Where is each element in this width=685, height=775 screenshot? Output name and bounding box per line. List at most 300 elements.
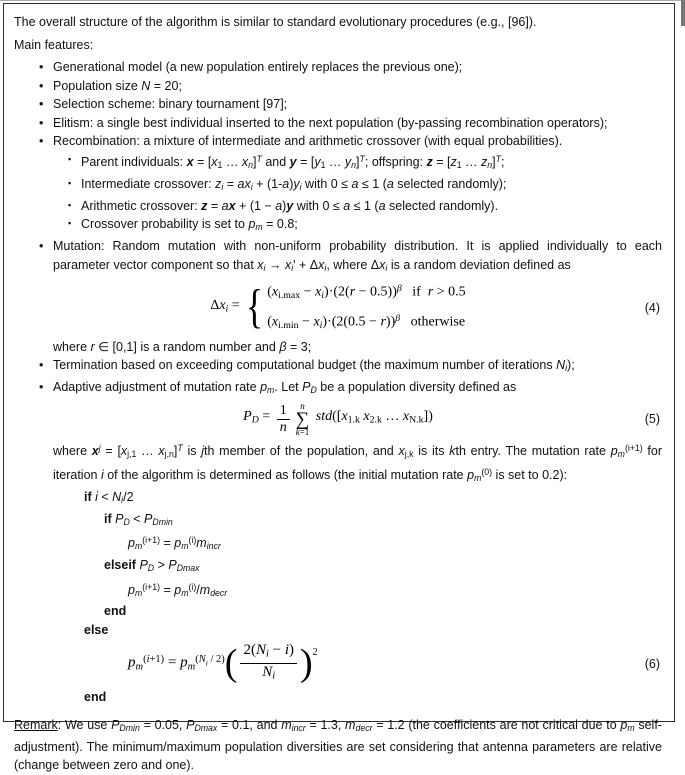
- text-run: N: [198, 653, 206, 665]
- text-region-intro: [14, 13, 662, 277]
- text-run: = [: [432, 155, 451, 170]
- document-content: [4, 4, 676, 773]
- text-run: a: [237, 177, 245, 192]
- text-run: x: [341, 409, 348, 425]
- text-run: i: [324, 262, 327, 273]
- line-text: [53, 239, 662, 272]
- text-run: Elitism: a single best individual inserted to the next population (by-passing recombination operators);: [53, 115, 608, 130]
- text-run: ≤ 1 (: [358, 177, 387, 192]
- code-line: [14, 531, 662, 556]
- text-line: [14, 716, 662, 775]
- text-run: −: [268, 642, 285, 659]
- text-run: is a random deviation defined as: [387, 257, 571, 272]
- text-run: 1.k: [347, 414, 360, 426]
- text-run: Crossover probability is set to: [81, 217, 249, 232]
- text-run: with 0 ≤: [301, 177, 352, 192]
- text-run: i: [272, 670, 276, 682]
- text-run: is: [182, 443, 202, 458]
- text-run: p: [128, 536, 135, 551]
- code-line: [14, 602, 662, 621]
- text-run: ): [289, 177, 294, 192]
- text-run: x: [186, 155, 194, 170]
- bullet-item: [14, 151, 662, 176]
- text-run: ∈ [0,1] is a random number and: [94, 339, 280, 354]
- code-line: [14, 578, 662, 603]
- text-run: (0): [481, 467, 493, 478]
- text-run: N: [556, 358, 566, 373]
- eq5-rhs: [312, 408, 433, 430]
- eq4-row2: [267, 309, 465, 336]
- text-run: 1: [217, 160, 223, 171]
- text-region-mid1: [14, 338, 662, 400]
- text-run: = 3;: [286, 339, 312, 354]
- text-run: x: [363, 409, 370, 425]
- line-text: [81, 177, 506, 191]
- text-run: (: [195, 653, 199, 665]
- text-run: = 0.05,: [139, 718, 187, 733]
- text-run: elseif: [104, 558, 140, 573]
- eq5-frac-denominator: [280, 420, 287, 436]
- equation-5-body: [243, 402, 433, 437]
- bullet-marker: ▪: [68, 218, 72, 229]
- text-run: r: [427, 284, 434, 300]
- text-run: a: [275, 198, 283, 213]
- text-run: ): [282, 198, 287, 213]
- bullet-marker: •: [39, 78, 44, 93]
- line-text: [81, 199, 498, 213]
- text-run: P: [144, 511, 153, 526]
- text-run: j,k: [404, 448, 414, 459]
- line-text: [84, 623, 108, 637]
- text-run: T: [359, 154, 365, 165]
- text-run: p: [128, 654, 136, 671]
- text-run: j: [201, 443, 205, 458]
- line-text: [53, 134, 562, 148]
- bullet-item: [14, 175, 662, 197]
- text-run: j,n: [164, 448, 174, 459]
- text-run: end: [104, 604, 127, 619]
- text-run: →: [265, 257, 285, 272]
- text-run: i: [250, 182, 253, 193]
- text-run: x: [219, 297, 226, 313]
- text-run: = [: [100, 443, 121, 458]
- text-run: i.min: [278, 319, 299, 331]
- equation-number-4: (4): [644, 300, 660, 315]
- line-text: [104, 512, 173, 526]
- text-run: 1: [320, 160, 326, 171]
- text-run: y: [314, 155, 321, 170]
- text-run: incr: [291, 723, 306, 734]
- text-run: x: [228, 198, 236, 213]
- text-run: z: [450, 155, 457, 170]
- text-run: Dmax: [176, 563, 200, 574]
- text-run: x: [271, 284, 279, 300]
- eq6-fraction: [240, 642, 297, 684]
- text-run: p: [620, 718, 628, 733]
- text-run: =: [207, 198, 222, 213]
- line-text: [104, 604, 126, 618]
- text-run: …: [222, 155, 242, 170]
- text-run: x: [257, 257, 264, 272]
- text-run: i: [321, 290, 325, 302]
- text-run: =: [258, 409, 274, 425]
- text-line: [14, 439, 662, 488]
- text-run: ]: [173, 443, 178, 458]
- text-run: z: [201, 198, 208, 213]
- line-text: [128, 536, 221, 550]
- text-run: th entry. The mutation rate: [455, 443, 611, 458]
- line-text: [14, 718, 662, 772]
- text-run: P: [243, 409, 252, 425]
- text-run: n: [248, 160, 253, 171]
- bullet-item: [14, 215, 662, 237]
- text-run: k: [449, 443, 456, 458]
- text-run: x: [244, 177, 251, 192]
- text-region-remark: [14, 688, 662, 775]
- text-run: m: [199, 582, 211, 597]
- text-run: i: [291, 262, 294, 273]
- text-run: p: [467, 468, 475, 483]
- text-run: i: [299, 182, 302, 193]
- text-run: (: [267, 284, 272, 300]
- text-run: T: [495, 154, 501, 165]
- eq6-close-paren: ): [300, 642, 313, 685]
- text-run: m: [474, 473, 482, 484]
- text-run: i: [225, 303, 229, 314]
- text-run: i: [121, 495, 124, 506]
- text-run: x: [318, 257, 325, 272]
- text-run: N: [255, 642, 266, 659]
- text-run: i: [95, 490, 98, 505]
- cases-brace: {: [246, 280, 264, 334]
- text-run: i: [385, 262, 388, 273]
- eq5-lhs: [243, 408, 274, 430]
- text-run: m: [181, 541, 189, 552]
- text-run: =: [160, 536, 175, 551]
- line-text: [14, 15, 536, 29]
- text-run: Parent individuals:: [81, 155, 187, 170]
- text-run: <: [129, 511, 145, 526]
- text-run: i: [265, 649, 269, 661]
- text-run: = [: [193, 155, 212, 170]
- text-run: Recombination: a mixture of intermediate and arithmetic crossover (with equal probabilities).: [53, 134, 563, 148]
- text-run: is set to 0.2):: [492, 468, 568, 483]
- text-run: x: [211, 155, 218, 170]
- text-run: n: [487, 160, 493, 171]
- text-run: i: [100, 468, 104, 483]
- text-run: y: [289, 155, 297, 170]
- code-line: [14, 488, 662, 510]
- text-run: )·(2(0.5 −: [322, 314, 381, 330]
- text-line: [14, 36, 662, 55]
- text-run: n: [300, 400, 305, 411]
- text-run: ]): [423, 409, 433, 425]
- text-run: β: [395, 313, 401, 325]
- text-run: p: [260, 380, 268, 395]
- text-run: (i): [188, 581, 197, 592]
- text-run: i: [284, 642, 290, 659]
- eq5-frac-numerator: [277, 403, 290, 420]
- text-run: x: [315, 284, 322, 300]
- scrollbar-fragment[interactable]: [681, 0, 685, 26]
- text-run: =: [160, 582, 175, 597]
- text-run: ;: [501, 155, 505, 170]
- text-run: 2(: [243, 642, 256, 659]
- bullet-marker: •: [39, 239, 44, 253]
- text-run: ]: [492, 155, 496, 170]
- text-run: a: [221, 198, 229, 213]
- equation-number-6: (6): [644, 656, 660, 671]
- text-run: r: [380, 314, 386, 330]
- text-run: 2.k: [369, 414, 382, 426]
- text-run: P: [302, 380, 311, 395]
- eq5-sum-lower-limit: [296, 428, 310, 437]
- text-run: Adaptive adjustment of mutation rate: [53, 380, 261, 395]
- text-run: Population size: [53, 78, 142, 93]
- line-text: [81, 217, 298, 231]
- line-text: [53, 97, 287, 111]
- text-run: i: [221, 182, 224, 193]
- text-run: −: [298, 314, 314, 330]
- text-run: m: [267, 385, 275, 396]
- bullet-marker: ▪: [68, 153, 72, 164]
- text-run: p: [180, 654, 188, 671]
- text-run: p: [174, 536, 182, 551]
- text-run: )): [385, 314, 396, 330]
- text-run: > 0.5: [433, 284, 466, 300]
- text-run: r: [349, 284, 356, 300]
- text-run: −: [300, 284, 316, 300]
- line-text: [53, 340, 311, 354]
- text-run: p: [128, 582, 135, 597]
- text-run: end: [84, 689, 107, 704]
- bullet-item: [14, 114, 662, 133]
- text-run: . Let: [274, 380, 303, 395]
- line-text: [53, 358, 575, 372]
- text-run: …: [136, 443, 159, 458]
- text-run: a: [343, 198, 351, 213]
- equation-6: [14, 642, 662, 684]
- text-run: (: [267, 314, 272, 330]
- text-run: >: [154, 558, 169, 573]
- text-run: Selection scheme: binary tournament [97];: [53, 97, 288, 111]
- text-run: y: [286, 198, 294, 213]
- text-line: [14, 13, 662, 32]
- bullet-item: [14, 356, 662, 378]
- text-run: D: [123, 516, 130, 527]
- bullet-item: [14, 132, 662, 151]
- text-run: D: [251, 414, 259, 426]
- text-run: x: [271, 314, 279, 330]
- text-run: where: [53, 443, 92, 458]
- text-run: x: [402, 409, 410, 425]
- text-run: if: [401, 284, 428, 300]
- text-run: 1: [456, 160, 462, 171]
- equation-5: [14, 402, 662, 437]
- text-run: if: [104, 511, 116, 526]
- sigma-symbol: ∑: [295, 408, 310, 430]
- line-text: [53, 380, 516, 394]
- text-run: …: [461, 155, 482, 170]
- text-run: m: [617, 448, 625, 459]
- text-run: Termination based on exceeding computational budget (the maximum number of iterations: [53, 358, 557, 373]
- text-run: x: [398, 443, 405, 458]
- equation-number-5: (5): [644, 412, 660, 427]
- eq4-lhs: [210, 297, 243, 319]
- text-run: n: [351, 160, 357, 171]
- text-run: );: [567, 358, 575, 373]
- line-text: [81, 155, 504, 169]
- line-text: [14, 38, 93, 52]
- text-run: N: [262, 664, 273, 681]
- bullet-item: [14, 197, 662, 216]
- text-run: self-adjustment). The minimum/maximum population diversities are set considering that antenna parameters are relative (change between zero and one).: [14, 718, 662, 773]
- line-text: [84, 690, 106, 704]
- text-run: i: [205, 658, 208, 668]
- text-run: m: [627, 723, 635, 734]
- text-run: N: [112, 490, 122, 505]
- text-run: β: [279, 339, 287, 354]
- text-run: z: [426, 155, 433, 170]
- equation-6-body: [128, 642, 318, 684]
- text-run: z: [215, 177, 222, 192]
- text-run: (i): [188, 535, 197, 546]
- text-run: Dmin: [119, 723, 140, 734]
- text-run: D: [310, 385, 317, 396]
- text-run: x: [158, 443, 165, 458]
- text-run: i: [146, 653, 150, 665]
- text-region-mid2: [14, 439, 662, 640]
- eq4-row1: [267, 279, 465, 306]
- text-run: p: [248, 217, 256, 232]
- text-run: decr: [210, 587, 228, 598]
- equation-4-body: [210, 279, 465, 336]
- text-run: selected randomly);: [393, 177, 507, 192]
- text-run: of the algorithm is determined as follows (the initial mutation rate: [103, 468, 468, 483]
- bullet-item: [14, 378, 662, 400]
- text-run: Dmax: [194, 723, 218, 734]
- text-run: m: [281, 718, 292, 733]
- text-run: m: [134, 587, 143, 598]
- text-run: ([: [332, 409, 342, 425]
- text-run: D: [147, 563, 155, 574]
- text-run: decr: [355, 723, 373, 734]
- text-run: P: [139, 558, 148, 573]
- bullet-marker: •: [39, 358, 44, 373]
- text-run: incr: [206, 541, 221, 552]
- bullet-marker: •: [39, 380, 44, 395]
- text-run: + (1-: [252, 177, 283, 192]
- bullet-item: [14, 77, 662, 96]
- code-line: [14, 556, 662, 578]
- text-run: + (1 −: [235, 198, 276, 213]
- text-run: a: [386, 177, 394, 192]
- text-run: …: [325, 155, 345, 170]
- text-run: a: [351, 177, 359, 192]
- line-text: [104, 558, 200, 572]
- line-text: [53, 116, 607, 130]
- text-run: where: [53, 339, 91, 354]
- text-run: The overall structure of the algorithm is similar to standard evolutionary procedures (e.g., [96]).: [14, 15, 537, 29]
- text-run: x: [379, 257, 386, 272]
- text-run: , where Δ: [326, 257, 380, 272]
- window-top-edge: [0, 0, 685, 1]
- text-run: P: [111, 718, 120, 733]
- text-run: x: [91, 443, 99, 458]
- eq5-summation: [296, 402, 310, 437]
- text-run: x: [284, 257, 292, 272]
- code-line: [14, 510, 662, 532]
- text-run: j,1: [127, 448, 137, 459]
- text-run: ' + Δ: [293, 257, 319, 272]
- text-run: p: [174, 582, 182, 597]
- text-run: i: [319, 319, 323, 331]
- text-run: else: [84, 622, 109, 637]
- text-run: a: [282, 177, 290, 192]
- eq5-fraction: [277, 403, 290, 436]
- text-run: Generational model (a new population entirely replaces the previous one);: [53, 60, 463, 74]
- text-run: P: [115, 511, 124, 526]
- eq6-exponent: 2: [312, 647, 318, 659]
- text-run: T: [256, 154, 262, 165]
- bullet-marker: •: [39, 60, 44, 74]
- text-run: m: [187, 660, 196, 672]
- bullet-marker: •: [39, 115, 44, 130]
- text-run: = 1.3,: [305, 718, 346, 733]
- text-run: for iteration: [53, 443, 663, 483]
- text-run: …: [381, 409, 403, 425]
- text-run: be a population diversity defined as: [316, 380, 517, 395]
- text-run: Intermediate crossover:: [81, 177, 216, 192]
- text-run: Main features:: [14, 37, 94, 52]
- text-run: if: [84, 490, 96, 505]
- bullet-item: [14, 95, 662, 114]
- text-run: ]: [356, 155, 360, 170]
- text-run: y: [293, 177, 300, 192]
- text-run: is its: [413, 443, 450, 458]
- equation-4: [14, 279, 662, 336]
- text-run: ; offspring:: [364, 155, 427, 170]
- text-run: m: [345, 718, 356, 733]
- bullet-item: [14, 58, 662, 77]
- text-run: (i+1): [142, 581, 160, 592]
- text-run: = 0.1, and: [217, 718, 282, 733]
- text-run: /2: [123, 490, 134, 505]
- text-run: a: [378, 198, 386, 213]
- text-run: / 2): [207, 653, 225, 665]
- text-run: T: [177, 442, 183, 453]
- text-run: = 1.2 (the coefficients are not critical due to: [372, 718, 621, 733]
- text-run: = 20;: [150, 78, 182, 93]
- text-run: P: [186, 718, 195, 733]
- text-run: Δ: [210, 297, 220, 313]
- line-text: [53, 444, 662, 483]
- eq6-lhs: [128, 651, 225, 677]
- text-run: Mutation: Random mutation with non-uniform probability distribution. It is applied individually to each parameter vector component so that: [53, 239, 662, 272]
- text-run: N.k: [409, 414, 424, 426]
- text-run: (: [143, 653, 147, 665]
- line-text: [84, 490, 134, 504]
- text-run: β: [396, 283, 402, 295]
- text-run: m: [135, 660, 144, 672]
- eq6-frac-denominator: [262, 664, 275, 685]
- text-run: m: [134, 541, 143, 552]
- text-run: N: [141, 78, 151, 93]
- line-text: [53, 79, 182, 93]
- bullet-marker: ▪: [68, 178, 72, 189]
- text-run: m: [255, 222, 263, 233]
- text-run: m: [181, 587, 189, 598]
